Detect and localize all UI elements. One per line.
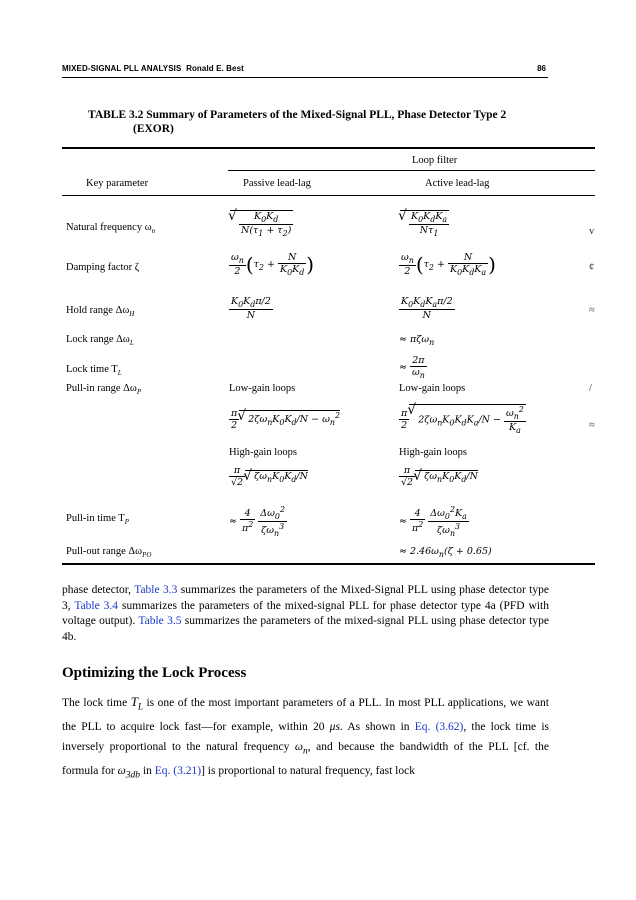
active-damping-formula: $\frac{\omega_n}{2}$ ($\tau_2$ + $\frac{N}{K_0K_dK_a}$ ) xyxy=(401,252,496,277)
link-table-3-3[interactable]: Table 3.3 xyxy=(134,584,178,596)
active-low-gain-label: Low-gain loops xyxy=(399,383,466,394)
col-key-parameter: Key parameter xyxy=(86,178,149,189)
passive-natural-frequency-formula: √ $\frac{K_0K_d}{N(\tau_1 + \tau_2)}$ xyxy=(230,210,293,238)
active-lock-time-formula: ≈ $\frac{2\pi}{\omega_n}$ xyxy=(399,355,425,380)
author-name: Ronald E. Best xyxy=(186,64,244,73)
row-lock-time: Lock time $T_L$ xyxy=(66,364,122,378)
page-number: 86 xyxy=(537,64,546,73)
cut-mark-3: ≈ xyxy=(589,305,595,316)
paragraph-1: phase detector, Table 3.3 summarizes the parameters of the Mixed-Signal PLL using phase detector type 3, Table 3.4 summarizes the parameters of the mixed-signal PLL for phase detector type 4a (PFD with voltage output). Table 3.5 summarizes the parameters of the mixed-signal PLL using phase detector type 4b. xyxy=(62,584,549,643)
table-bottom-rule xyxy=(62,563,595,565)
caption-line-2: (EXOR) xyxy=(133,123,174,135)
link-table-3-4[interactable]: Table 3.4 xyxy=(74,599,119,612)
active-hold-range-formula: $\frac{K_0K_dK_a\pi/2}{N}$ xyxy=(401,296,453,321)
active-natural-frequency-formula: √ $\frac{K_0K_dK_a}{N\tau_1}$ xyxy=(400,210,449,238)
paragraph-2: The lock time $T_L$ is one of the most important parameters of a PLL. In most PLL applications, we want the PLL to acquire lock fast—for example, within 20 μs. As shown in Eq. (3.62), the lock time is inversely proportional to the natural frequency $\omega_n$, and because the bandwidth of the PLL [cf. the formula for $\omega_{3db}$ in Eq. (3.21)] is proportional to natural frequency, fast lock xyxy=(62,694,549,781)
header-bottom-rule xyxy=(62,195,595,196)
link-table-3-5[interactable]: Table 3.5 xyxy=(138,615,182,627)
cut-mark-1: v xyxy=(589,226,595,237)
row-hold-range: Hold range $\Delta\omega_H$ xyxy=(66,305,135,319)
loop-filter-header: Loop filter xyxy=(412,155,458,166)
row-natural-frequency: Natural frequency $\omega_n$ xyxy=(66,222,156,236)
passive-high-gain-formula: $\frac{\pi}{√2}$ √ $\zeta\omega_nK_0K_d/N$ xyxy=(229,465,308,488)
row-damping-factor: Damping factor ζ xyxy=(66,262,140,273)
cut-mark-5: ≈ xyxy=(589,420,595,431)
link-eq-3-21[interactable]: Eq. (3.21) xyxy=(154,764,202,777)
passive-low-gain-formula: $\frac{\pi}{2}$ √ $2\zeta\omega_nK_0K_d/N - \omega_n^2$ xyxy=(229,408,340,431)
active-lock-range-formula: ≈ πζω$_n$ xyxy=(399,334,435,347)
passive-pullin-time-formula: ≈ $\frac{4}{\pi^2}$ $\frac{\Delta\omega_0^2}{\zeta\omega_n^3}$ xyxy=(229,505,285,539)
row-lock-range: Lock range $\Delta\omega_L$ xyxy=(66,334,134,348)
active-pullout-formula: ≈ $2.46\omega_n(\zeta + 0.65)$ xyxy=(399,546,492,559)
link-eq-3-62[interactable]: Eq. (3.62) xyxy=(414,720,464,733)
running-title: MIXED-SIGNAL PLL ANALYSIS xyxy=(62,64,182,73)
col-active: Active lead-lag xyxy=(425,178,490,189)
active-high-gain-formula: $\frac{\pi}{√2}$ √ $\zeta\omega_nK_0K_d/N$ xyxy=(399,465,478,488)
passive-damping-formula: $\frac{\omega_n}{2}$ ($\tau_2$ + $\frac{N}{K_0K_d}$ ) xyxy=(231,252,315,277)
row-pullin-range: Pull-in range $\Delta\omega_P$ xyxy=(66,383,142,397)
passive-hold-range-formula: $\frac{K_0K_d\pi/2}{N}$ xyxy=(231,296,271,321)
active-low-gain-formula: $\frac{\pi}{2}$ √ $2\zeta\omega_nK_0K_dK_a/N$ − $\frac{\omega_n^2}{K_a}$ xyxy=(399,404,526,435)
cut-mark-2: ¢ xyxy=(589,262,595,273)
loop-filter-rule xyxy=(228,170,595,171)
col-passive: Passive lead-lag xyxy=(243,178,311,189)
table-top-rule xyxy=(62,147,595,149)
caption-line-1: TABLE 3.2 Summary of Parameters of the Mixed-Signal PLL, Phase Detector Type 2 xyxy=(88,109,507,121)
passive-high-gain-label: High-gain loops xyxy=(229,447,297,458)
row-pullin-time: Pull-in time $T_P$ xyxy=(66,513,130,527)
row-pullout-range: Pull-out range $\Delta\omega_{PO}$ xyxy=(66,546,152,560)
cut-mark-4: / xyxy=(589,383,592,394)
header-rule xyxy=(62,77,548,78)
running-header xyxy=(62,64,244,73)
section-heading: Optimizing the Lock Process xyxy=(62,665,247,681)
active-high-gain-label: High-gain loops xyxy=(399,447,467,458)
active-pullin-time-formula: ≈ $\frac{4}{\pi^2}$ $\frac{\Delta\omega_0^2K_a}{\zeta\omega_n^3}$ xyxy=(399,505,467,539)
passive-low-gain-label: Low-gain loops xyxy=(229,383,296,394)
table-caption xyxy=(88,108,548,136)
